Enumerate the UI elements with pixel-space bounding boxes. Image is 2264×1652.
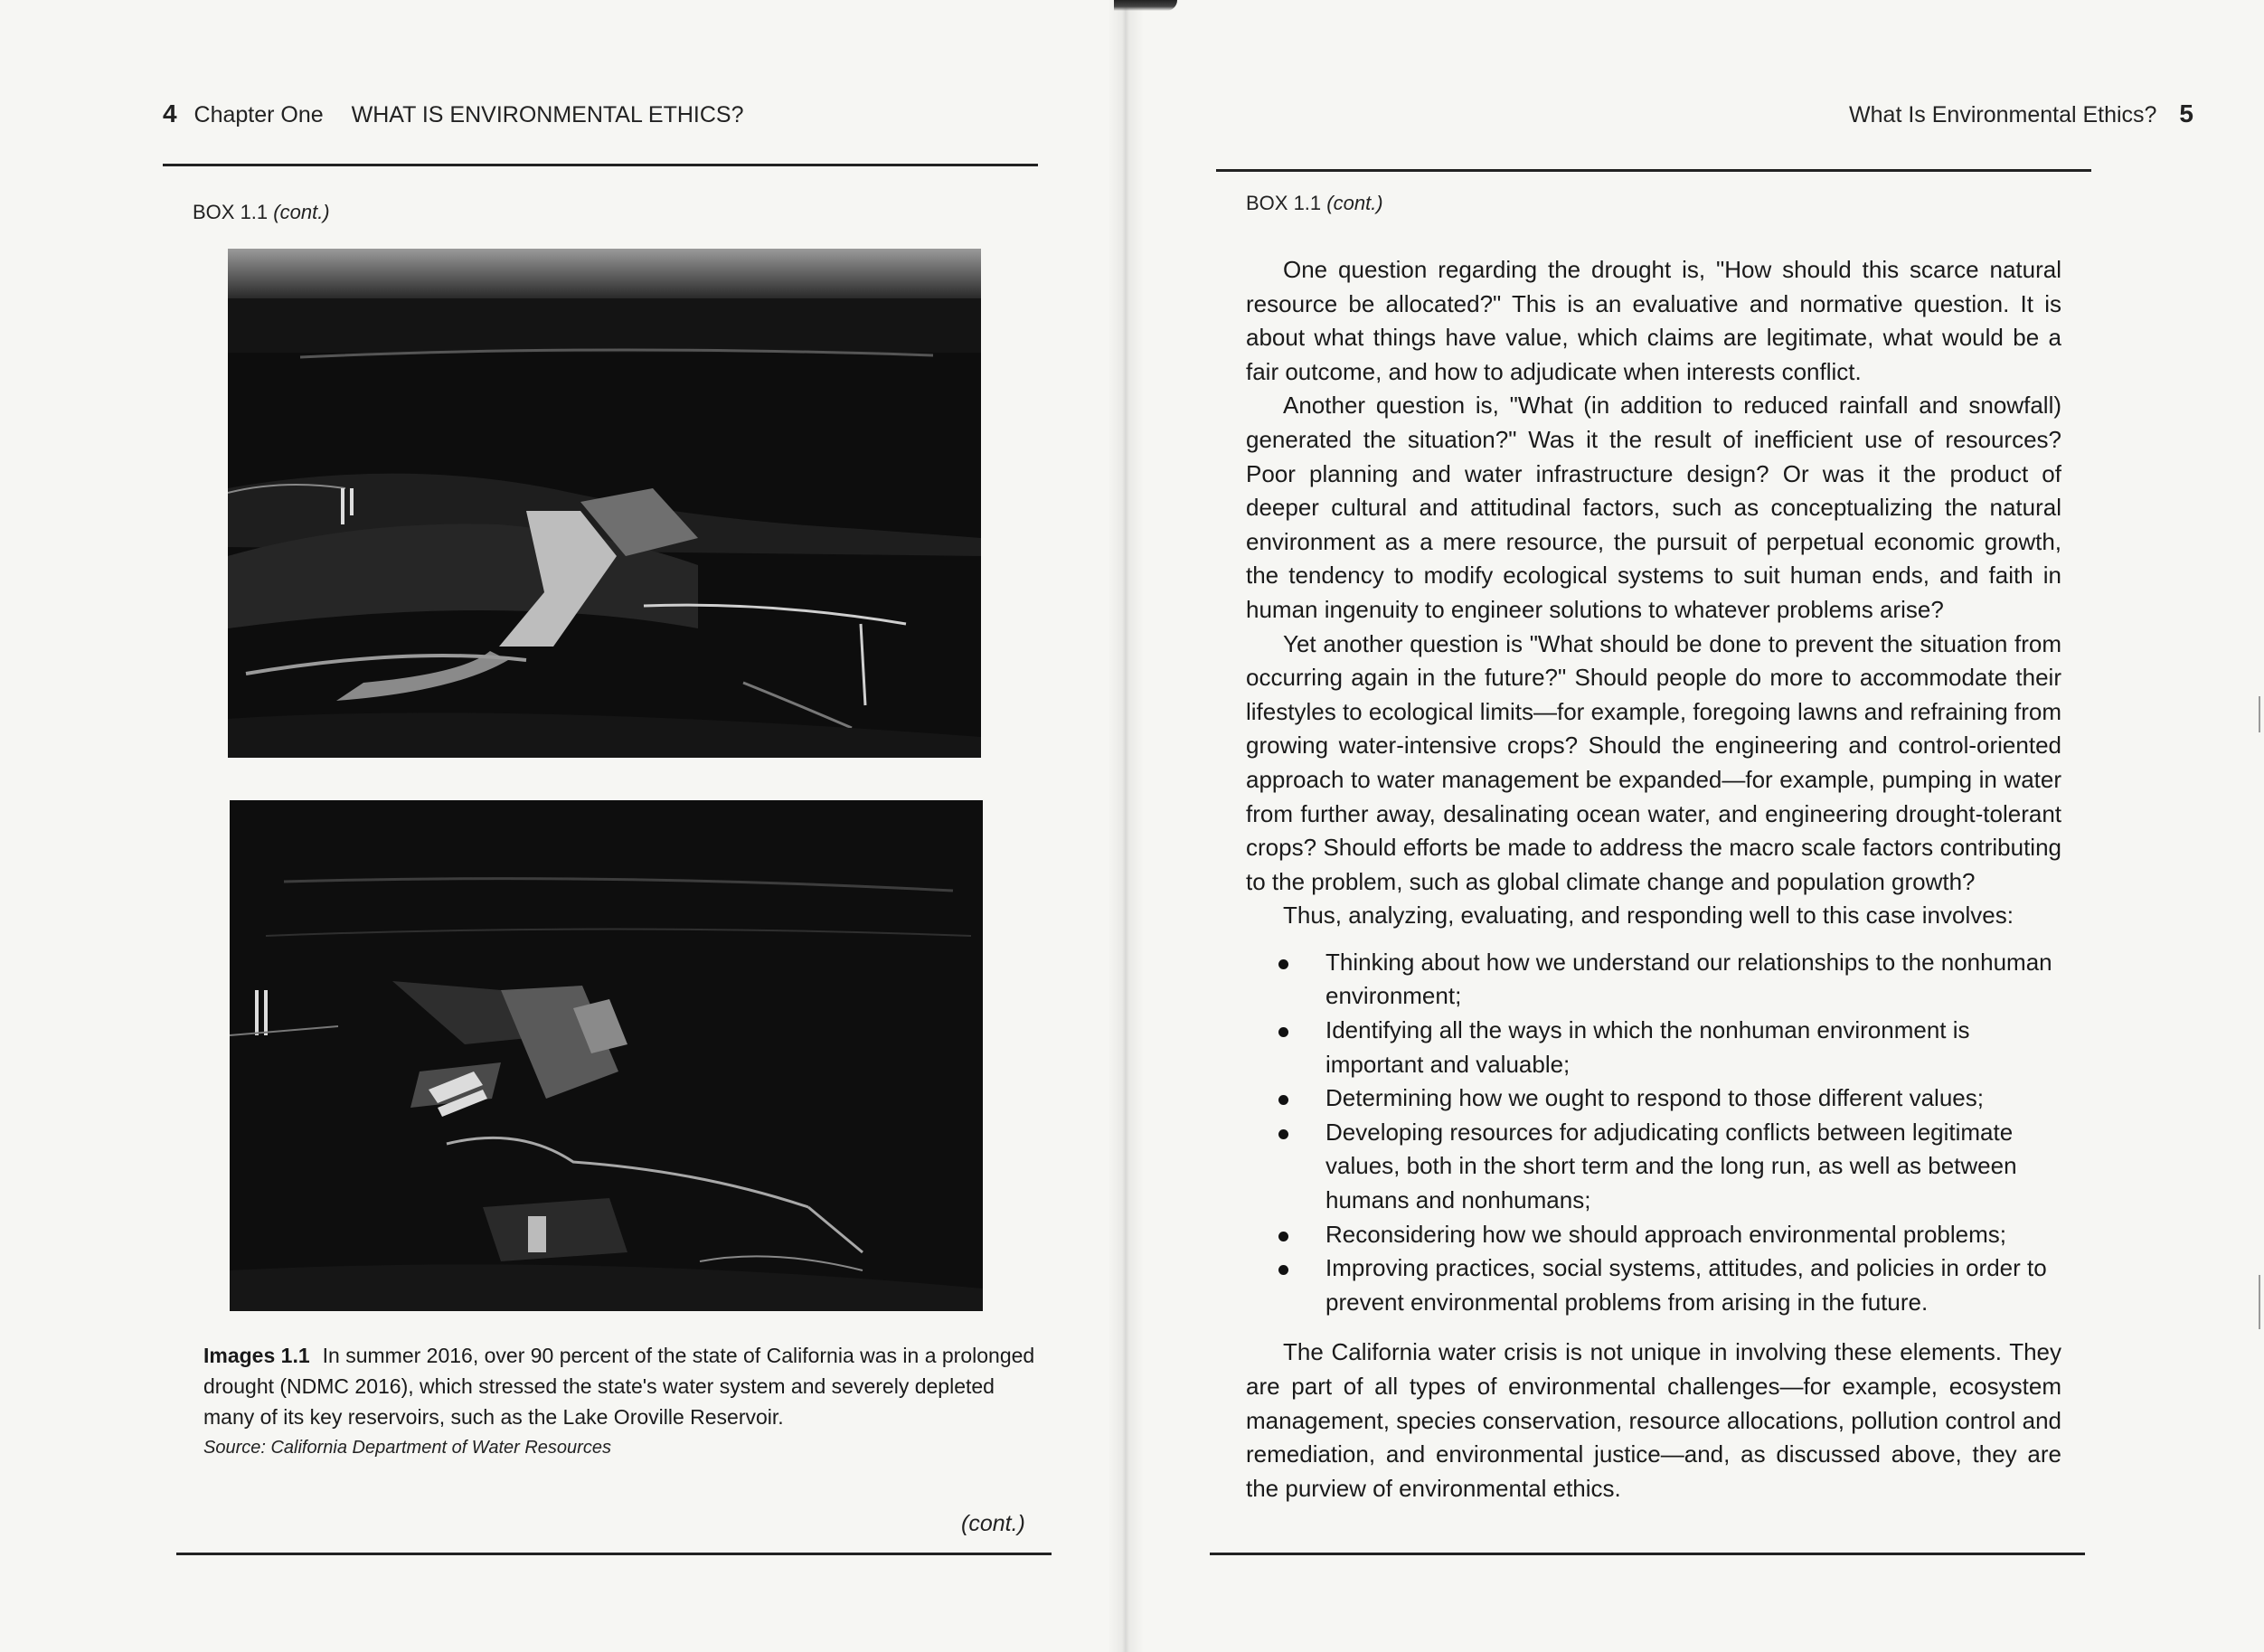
bullet-icon [1278,1232,1288,1241]
closing-paragraph: The California water crisis is not unique in involving these elements. They are part of all types of environmental challenges—for example, ecosystem management, species conservation, resource allocations, pollution control and remediation, and environmental justice—and, as discussed above, they are the purview of environmental ethics. [1246,1338,2061,1502]
paragraph: Another question is, "What (in addition to reduced rainfall and snowfall) generated the situation?" Was it the result of inefficient use of resources? Poor planning and water infrastructure design? Or was it the product of deeper cultural and attitudinal factors, such as conceptualizing the natural environment as a mere resource, the pursuit of perpetual economic growth, the tendency to modify ecological systems to suit human ends, and faith in human ingenuity to engineer solutions to whatever problems arise? [1246,392,2061,623]
photo-top [228,249,981,758]
box-cont-text: (cont.) [273,201,330,223]
bullet-icon [1278,1095,1288,1105]
bullet-text: Thinking about how we understand our relationships to the nonhuman environment; [1325,948,2052,1010]
bullet-text: Identifying all the ways in which the nonhuman environment is important and valuable; [1325,1016,1970,1078]
figure-source: Source: California Department of Water Resources [203,1438,611,1458]
bullet-item [1246,1081,2061,1116]
right-page-number: 5 [2179,99,2193,127]
bullet-item [1246,1014,2061,1081]
photo-top-image [228,249,981,758]
left-page-number: 4 [163,99,177,127]
box-label-text: BOX 1.1 [193,201,269,223]
right-running-head [1849,99,2193,128]
bullet-text: Reconsidering how we should approach environmental problems; [1325,1220,2006,1248]
box-cont-text: (cont.) [1326,192,1383,214]
scan-artifact [2259,1275,2260,1329]
paragraph: Thus, analyzing, evaluating, and responding well to this case involves: [1283,902,2014,930]
bullet-text: Improving practices, social systems, attitudes, and policies in order to prevent environmental problems from arising in the future. [1325,1254,2047,1316]
paragraph: One question regarding the drought is, "How should this scarce natural resource be allocated?" This is an evaluative and normative question. It is about what things have value, which claims are legitimate, what would be a fair outcome, and how to adjudicate when interests conflict. [1246,256,2061,385]
bullet-item [1246,1116,2061,1218]
caption-text: In summer 2016, over 90 percent of the state of California was in a prolonged drought (NDMC 2016), which stressed the state's water system and severely depleted many of its key reservoirs, such as the Lake Oroville Reservoir. [203,1344,1035,1429]
photo-bottom [230,800,983,1311]
running-title: What Is Environmental Ethics? [1849,102,2157,127]
bullet-text: Determining how we ought to respond to those different values; [1325,1084,1984,1112]
right-footer-rule [1210,1553,2085,1555]
paragraph: Yet another question is "What should be done to prevent the situation from occurring again in the future?" Should people do more to accommodate their lifestyles to ecological limits—for example, foregoing lawns and refraining from growing water-intensive crops? Should the engineering and control-oriented approach to water management be expanded—for example, pumping in water from further away, desalinating ocean water, and engineering drought-tolerant crops? Should efforts be made to address the macro scale factors contributing to the problem, such as global climate change and population growth? [1246,629,2061,895]
left-box-label [193,201,330,224]
bullet-item [1246,1251,2061,1319]
scan-artifact [2259,696,2260,732]
bullet-item [1246,946,2061,1014]
bullet-list [1246,946,2061,1320]
left-header-rule [163,164,1038,166]
chapter-label: Chapter One [193,102,324,127]
bullet-text: Developing resources for adjudicating conflicts between legitimate values, both in the short term and the long run, as well as between humans and nonhumans; [1325,1118,2017,1214]
bullet-icon [1278,959,1288,969]
left-footer-rule [176,1553,1052,1555]
right-header-rule [1216,169,2091,172]
box-label-text: BOX 1.1 [1246,192,1322,214]
bullet-item [1246,1218,2061,1252]
box-body-text [1246,253,2061,1506]
right-box-label [1246,192,1383,215]
continued-marker: (cont.) [961,1511,1025,1536]
photo-bottom-image [230,800,983,1311]
left-page [0,0,1117,1652]
left-running-head [163,99,743,128]
bullet-icon [1278,1027,1288,1037]
bullet-icon [1278,1265,1288,1275]
caption-label: Images 1.1 [203,1344,310,1367]
chapter-title: WHAT IS ENVIRONMENTAL ETHICS? [351,102,744,127]
figure-caption [203,1340,1035,1432]
bullet-icon [1278,1129,1288,1139]
